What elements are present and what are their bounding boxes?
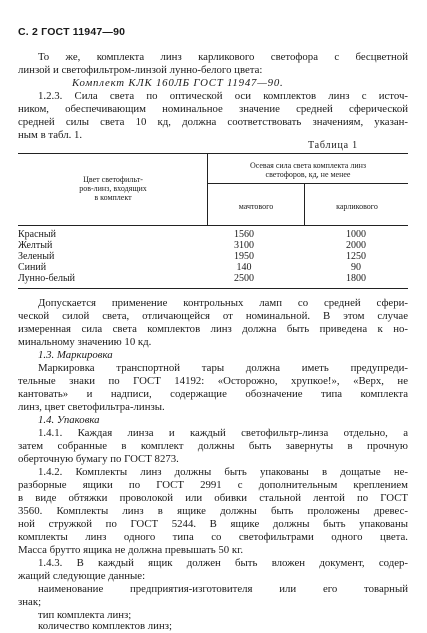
row-mast-value: 140: [236, 262, 252, 273]
table-header-group: [210, 161, 406, 179]
clause-1-4-2-line-1: 1.4.2. Комплекты линз должны быть упакованы в дощатые не-: [38, 466, 408, 478]
row-color: Лунно-белый: [18, 273, 76, 284]
clause-1-2-3-line-1: 1.2.3. Сила света по оптической оси комплектов линз с источ-: [38, 90, 408, 102]
row-dwarf-value: 1800: [346, 273, 366, 284]
table-header-dwarf: карликового: [336, 202, 378, 211]
table-header-color-line-2: ров-линз, входящих: [79, 184, 147, 193]
intro-line-1: То же, комплекта линз карликового светофора с бесцветной: [38, 51, 408, 63]
clause-1-4-2-line-4: 3560. Комплекты линз в ящике должны быть проложены древес-: [18, 505, 408, 517]
table-header-mast: мачтового: [238, 202, 274, 211]
after-table-line-1: Допускается применение контрольных ламп со средней сфери-: [38, 297, 408, 309]
clause-1-4-2-line-6: комплекты линз одного типа со светофильтрами одного цвета.: [18, 531, 408, 543]
clause-1-2-3-line-3: средней силы света 10 кд, должна соответствовать значениям, указан-: [18, 116, 408, 128]
table-header-group-line-2: светофоров, кд, не менее: [265, 170, 351, 179]
after-table-line-3: измеренная сила света комплектов линз должна быть приведена к но-: [18, 323, 408, 335]
section-1-3-heading: 1.3. Маркировка: [38, 349, 113, 361]
section-1-3-line-4: линз, цвет светофильтра-линзы.: [18, 401, 165, 413]
clause-1-4-3-line-2: жащий следующие данные:: [18, 570, 146, 582]
row-color: Зеленый: [18, 251, 55, 262]
list-item: тип комплекта линз;: [38, 609, 132, 621]
clause-1-4-3-line-1: 1.4.3. В каждый ящик должен быть вложен документ, содер-: [38, 557, 408, 569]
clause-1-4-1-line-2: затем собранные в комплект должны быть завернуты в прочную: [18, 440, 408, 452]
after-table-line-2: ческой силой света, отличающейся от номинальной. В этом случае: [18, 310, 408, 322]
clause-1-4-1-line-3: оберточную бумагу по ГОСТ 8273.: [18, 453, 179, 465]
after-table-line-4: минальному значению 10 кд.: [18, 336, 152, 348]
table-caption: Таблица 1: [308, 140, 358, 151]
row-mast-value: 1950: [234, 251, 254, 262]
page-header: С. 2 ГОСТ 11947—90: [18, 26, 126, 38]
clause-1-2-3-line-4: ным в табл. 1.: [18, 129, 83, 141]
section-1-3-line-2: тельные знаки по ГОСТ 14192: «Осторожно, хрупкое!», «Верх, не: [18, 375, 408, 387]
section-1-3-line-1: Маркировка транспортной тары должна иметь предупреди-: [38, 362, 408, 374]
intro-line-2: линзой и светофильтром-линзой лунно-белого цвета:: [18, 64, 263, 76]
table-subcol-divider: [304, 183, 305, 225]
table-header-color-line-3: в комплект: [94, 193, 132, 202]
clause-1-4-2-line-7: Масса брутто ящика не должна превышать 50 кг.: [18, 544, 244, 556]
clause-1-4-2-line-3: в виде обтяжки проволокой или обивки стальной лентой по ГОСТ: [18, 492, 408, 504]
list-item: наименование предприятия-изготовителя или его товарный: [38, 583, 408, 595]
section-1-4-heading: 1.4. Упаковка: [38, 414, 100, 426]
table-header-color-line-1: Цвет светофильт-: [83, 175, 143, 184]
table-group-rule: [207, 183, 408, 184]
clause-1-4-1-line-1: 1.4.1. Каждая линза и каждый светофильтр-линза отдельно, а: [38, 427, 408, 439]
row-dwarf-value: 2000: [346, 240, 366, 251]
table-col-divider: [207, 153, 208, 225]
row-dwarf-value: 1250: [346, 251, 366, 262]
row-mast-value: 3100: [234, 240, 254, 251]
clause-1-4-2-line-2: разборные ящики по ГОСТ 2991 с дополнительным креплением: [18, 479, 408, 491]
table-bottom-rule: [18, 288, 408, 289]
row-color: Красный: [18, 229, 56, 240]
list-item: знак;: [18, 596, 42, 608]
row-color: Желтый: [18, 240, 53, 251]
row-color: Синий: [18, 262, 47, 273]
kit-designation: Комплект КЛК 160ЛБ ГОСТ 11947—90.: [72, 77, 284, 89]
section-1-3-line-3: кантовать» и надписи, содержащие обозначение типа комплекта: [18, 388, 408, 400]
table-header-rule: [18, 225, 408, 226]
table-header-color: [24, 175, 202, 202]
clause-1-2-3-line-2: ником, обеспечивающим номинальное значение средней сферической: [18, 103, 408, 115]
row-dwarf-value: 90: [351, 262, 361, 273]
list-item: количество комплектов линз;: [38, 620, 173, 632]
row-dwarf-value: 1000: [346, 229, 366, 240]
table-header-group-line-1: Осевая сила света комплекта линз: [249, 161, 367, 170]
row-mast-value: 2500: [234, 273, 254, 284]
clause-1-4-2-line-5: ной стружкой по ГОСТ 5244. В ящике должны быть упакованы: [18, 518, 408, 530]
table-top-rule: [18, 153, 408, 154]
row-mast-value: 1560: [234, 229, 254, 240]
